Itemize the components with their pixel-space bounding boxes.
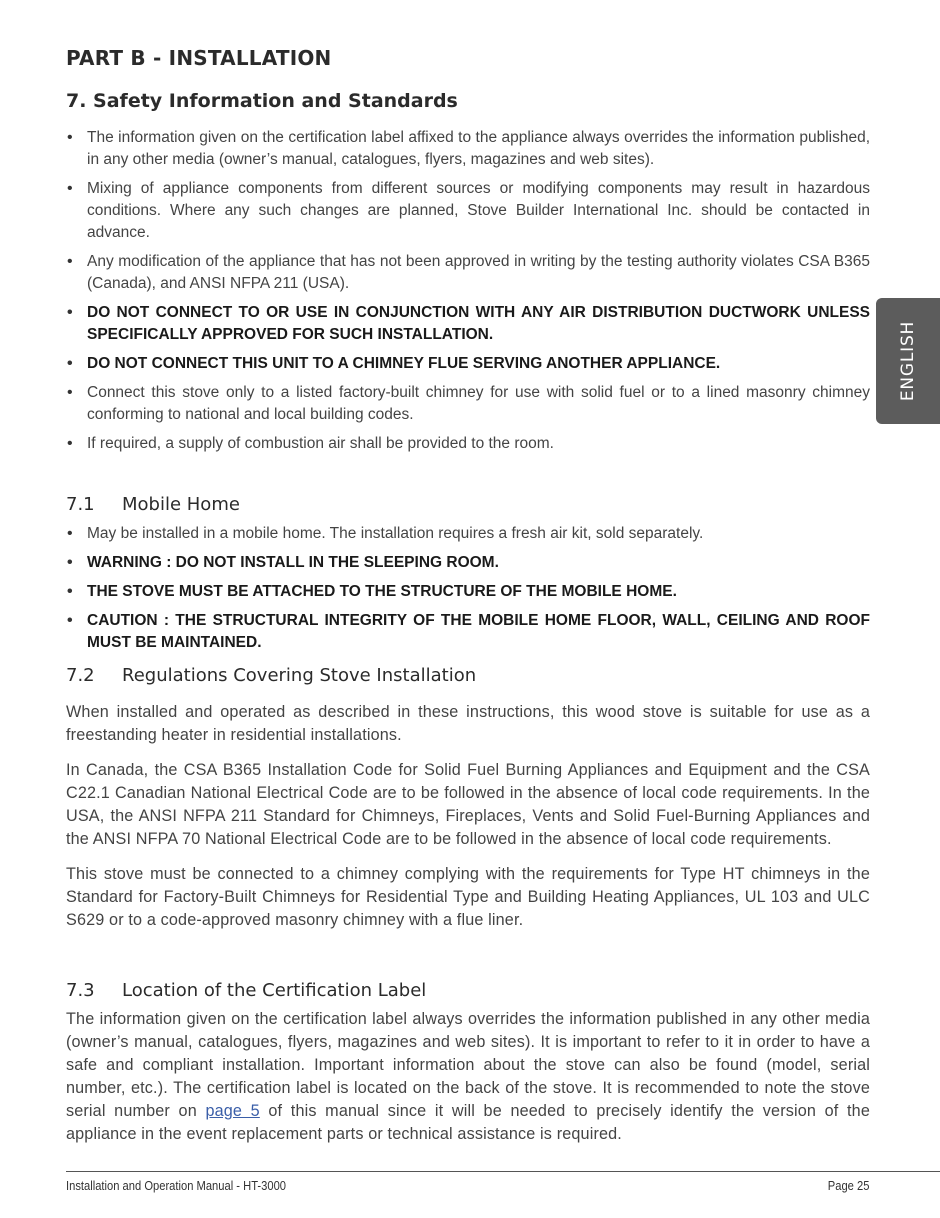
regulations-text	[66, 701, 870, 944]
language-tab-label: ENGLISH	[898, 320, 918, 402]
list-item-warning: • DO NOT CONNECT TO OR USE IN CONJUNCTION WITH ANY AIR DISTRIBUTION DUCTWORK UNLESS SPECIFICALLY APPROVED FOR SUCH INSTALLATION.	[66, 302, 870, 346]
subsection-number: 7.2	[66, 665, 95, 686]
paragraph-text: The information given on the certification label always overrides the information published in any other media (owner’s manual, catalogues, flyers, magazines and web sites). It is important to refer to it in order to have a safe and compliant installation. Important information about the stove can also be found (model, serial number, etc.). The certification label is located on the back of the stove. It is recommended to note the stove serial number on	[66, 1010, 870, 1120]
language-tab	[876, 298, 940, 424]
list-item: • Mixing of appliance components from different sources or modifying components may result in hazardous conditions. Where any such changes are planned, Stove Builder International Inc. should be contacted in advance.	[66, 178, 870, 244]
list-item-warning: • DO NOT CONNECT THIS UNIT TO A CHIMNEY FLUE SERVING ANOTHER APPLIANCE.	[66, 353, 870, 375]
paragraph-text: of this manual since it will be needed to precisely identify the version of the appliance in the event replacement parts or technical assistance is required.	[66, 1102, 870, 1143]
part-title: PART B - INSTALLATION	[66, 46, 332, 70]
list-item-warning: • THE STOVE MUST BE ATTACHED TO THE STRUCTURE OF THE MOBILE HOME.	[66, 581, 870, 603]
paragraph: This stove must be connected to a chimney complying with the requirements for Type HT chimneys in the Standard for Factory-Built Chimneys for Residential Type and Building Heating Appliances, UL 103 and ULC S629 or to a code-approved masonry chimney with a flue liner.	[66, 865, 870, 929]
footer-divider	[66, 1171, 940, 1172]
safety-bullet-list	[66, 127, 870, 462]
subsection-heading-7-3	[66, 980, 426, 1001]
list-item-warning: • WARNING : DO NOT INSTALL IN THE SLEEPING ROOM.	[66, 552, 870, 574]
list-item: • The information given on the certification label affixed to the appliance always overrides the information published, in any other media (owner’s manual, catalogues, flyers, magazines and web sites).	[66, 127, 870, 171]
list-item-warning: • CAUTION : THE STRUCTURAL INTEGRITY OF THE MOBILE HOME FLOOR, WALL, CEILING AND ROOF MUST BE MAINTAINED.	[66, 610, 870, 654]
subsection-heading-7-2	[66, 665, 476, 686]
subsection-number: 7.1	[66, 494, 95, 515]
subsection-title: Regulations Covering Stove Installation	[122, 665, 477, 686]
subsection-number: 7.3	[66, 980, 95, 1001]
list-item: • If required, a supply of combustion air shall be provided to the room.	[66, 433, 870, 455]
footer-manual-title: Installation and Operation Manual - HT-3000	[66, 1178, 287, 1193]
paragraph: When installed and operated as described in these instructions, this wood stove is suitable for use as a freestanding heater in residential installations.	[66, 703, 870, 744]
paragraph: In Canada, the CSA B365 Installation Code for Solid Fuel Burning Appliances and Equipment and the CSA C22.1 Canadian National Electrical Code are to be followed in the absence of local code requirements. In the USA, the ANSI NFPA 211 Standard for Chimneys, Fireplaces, Vents and Solid Fuel-Burning Appliances and the ANSI NFPA 70 National Electrical Code are to be followed in the absence of local code requirements.	[66, 761, 870, 848]
mobile-home-bullet-list	[66, 523, 870, 661]
list-item: • Connect this stove only to a listed factory-built chimney for use with solid fuel or to a lined masonry chimney conforming to national and local building codes.	[66, 382, 870, 426]
paragraph	[66, 1008, 870, 1146]
list-item: • May be installed in a mobile home. The installation requires a fresh air kit, sold separately.	[66, 523, 870, 545]
subsection-title: Location of the Certification Label	[122, 980, 427, 1001]
certification-label-text	[66, 1008, 870, 1158]
footer-page-number: Page 25	[827, 1178, 869, 1193]
subsection-title: Mobile Home	[122, 494, 240, 515]
subsection-heading-7-1	[66, 494, 240, 515]
page-5-link[interactable]: page 5	[205, 1102, 260, 1120]
section-title: 7. Safety Information and Standards	[66, 90, 458, 112]
list-item: • Any modification of the appliance that has not been approved in writing by the testing authority violates CSA B365 (Canada), and ANSI NFPA 211 (USA).	[66, 251, 870, 295]
